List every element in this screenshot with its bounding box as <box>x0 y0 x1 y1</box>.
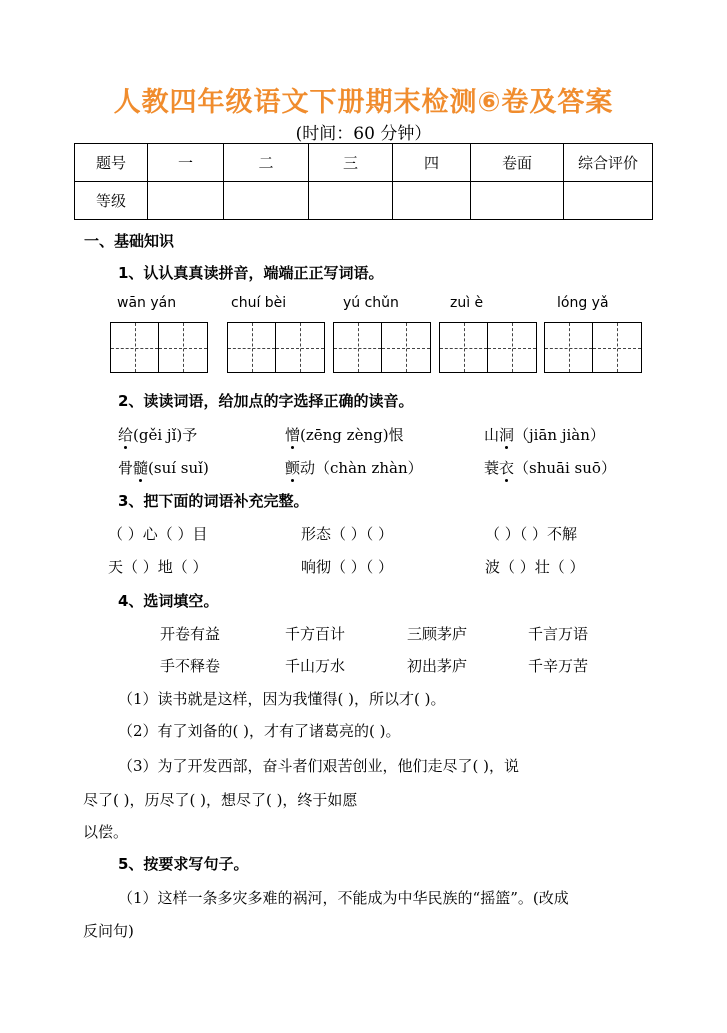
word-option: 三顾茅庐 <box>407 625 468 643</box>
fill-sentence: 以偿。 <box>83 823 129 841</box>
fill-blank-phrase[interactable]: 天（ ）地（ ） <box>108 558 208 576</box>
fill-sentence[interactable]: （3）为了开发西部，奋斗者们艰苦创业，他们走尽了( )，说 <box>118 757 520 775</box>
pronunciation-item: 颤动（chàn zhàn） <box>285 459 423 477</box>
pronunciation-item: 憎(zēng zèng)恨 <box>285 426 404 444</box>
sentence-task: （1）这样一条多灾多难的祸河，不能成为中华民族的“摇篮”。(改成 <box>118 889 569 907</box>
pinyin-label: yú chǔn <box>343 295 399 311</box>
fill-sentence[interactable]: （1）读书就是这样，因为我懂得( )，所以才( )。 <box>118 690 446 708</box>
table-cell: 三 <box>309 144 393 182</box>
pinyin-label: zuì è <box>450 295 484 311</box>
table-cell: 四 <box>393 144 471 182</box>
grade-field[interactable] <box>148 182 224 220</box>
sentence-task: 反问句) <box>83 922 134 940</box>
pinyin-label: wān yán <box>117 295 177 311</box>
writing-grid[interactable] <box>439 322 537 373</box>
table-row <box>75 144 653 182</box>
fill-blank-phrase[interactable]: （ ）心（ ）目 <box>108 525 208 543</box>
pinyin-label: chuí bèi <box>231 295 287 311</box>
pronunciation-item: 给(gěi jǐ)予 <box>118 426 198 444</box>
page-title: 人教四年级语文下册期末检测⑥卷及答案 <box>113 87 614 118</box>
word-option: 千辛万苦 <box>528 657 589 675</box>
word-option: 开卷有益 <box>160 625 221 643</box>
writing-grid[interactable] <box>110 322 208 373</box>
writing-grid[interactable] <box>227 322 325 373</box>
word-option: 千方百计 <box>285 625 346 643</box>
question-prompt: 5、按要求写句子。 <box>118 855 249 873</box>
fill-blank-phrase[interactable]: （ ）（ ）不解 <box>485 525 578 543</box>
grade-field[interactable] <box>564 182 653 220</box>
grade-field[interactable] <box>224 182 309 220</box>
pronunciation-item: 山洞（jiān jiàn） <box>484 426 605 444</box>
writing-grid[interactable] <box>333 322 431 373</box>
page-subtitle: (时间：60 分钟） <box>295 124 432 144</box>
fill-sentence[interactable]: 尽了( )，历尽了( )，想尽了( )，终于如愿 <box>83 791 358 809</box>
grade-field[interactable] <box>393 182 471 220</box>
grade-field[interactable] <box>309 182 393 220</box>
word-option: 初出茅庐 <box>407 657 468 675</box>
grade-field[interactable] <box>471 182 564 220</box>
table-cell: 题号 <box>75 144 148 182</box>
table-row <box>75 182 653 220</box>
pronunciation-item: 骨髓(suí suǐ) <box>118 459 209 477</box>
word-option: 千山万水 <box>285 657 346 675</box>
question-prompt: 2、读读词语，给加点的字选择正确的读音。 <box>118 392 414 410</box>
pronunciation-item: 蓑衣（shuāi suō） <box>484 459 616 477</box>
writing-grid[interactable] <box>544 322 642 373</box>
word-option: 手不释卷 <box>160 657 221 675</box>
fill-blank-phrase[interactable]: 形态（ ）（ ） <box>301 525 394 543</box>
question-prompt: 3、把下面的词语补充完整。 <box>118 492 309 510</box>
question-prompt: 1、认认真真读拼音，端端正正写词语。 <box>118 264 384 282</box>
word-option: 千言万语 <box>528 625 589 643</box>
table-cell: 二 <box>224 144 309 182</box>
score-table <box>74 143 653 220</box>
table-cell: 一 <box>148 144 224 182</box>
table-cell: 综合评价 <box>564 144 653 182</box>
fill-blank-phrase[interactable]: 波（ ）壮（ ） <box>485 558 585 576</box>
fill-sentence[interactable]: （2）有了刘备的( )，才有了诸葛亮的( )。 <box>118 722 401 740</box>
pinyin-label: lóng yǎ <box>557 295 609 311</box>
fill-blank-phrase[interactable]: 响彻（ ）（ ） <box>301 558 394 576</box>
section-heading: 一、基础知识 <box>84 232 175 250</box>
table-cell: 卷面 <box>471 144 564 182</box>
question-prompt: 4、选词填空。 <box>118 592 219 610</box>
table-cell: 等级 <box>75 182 148 220</box>
